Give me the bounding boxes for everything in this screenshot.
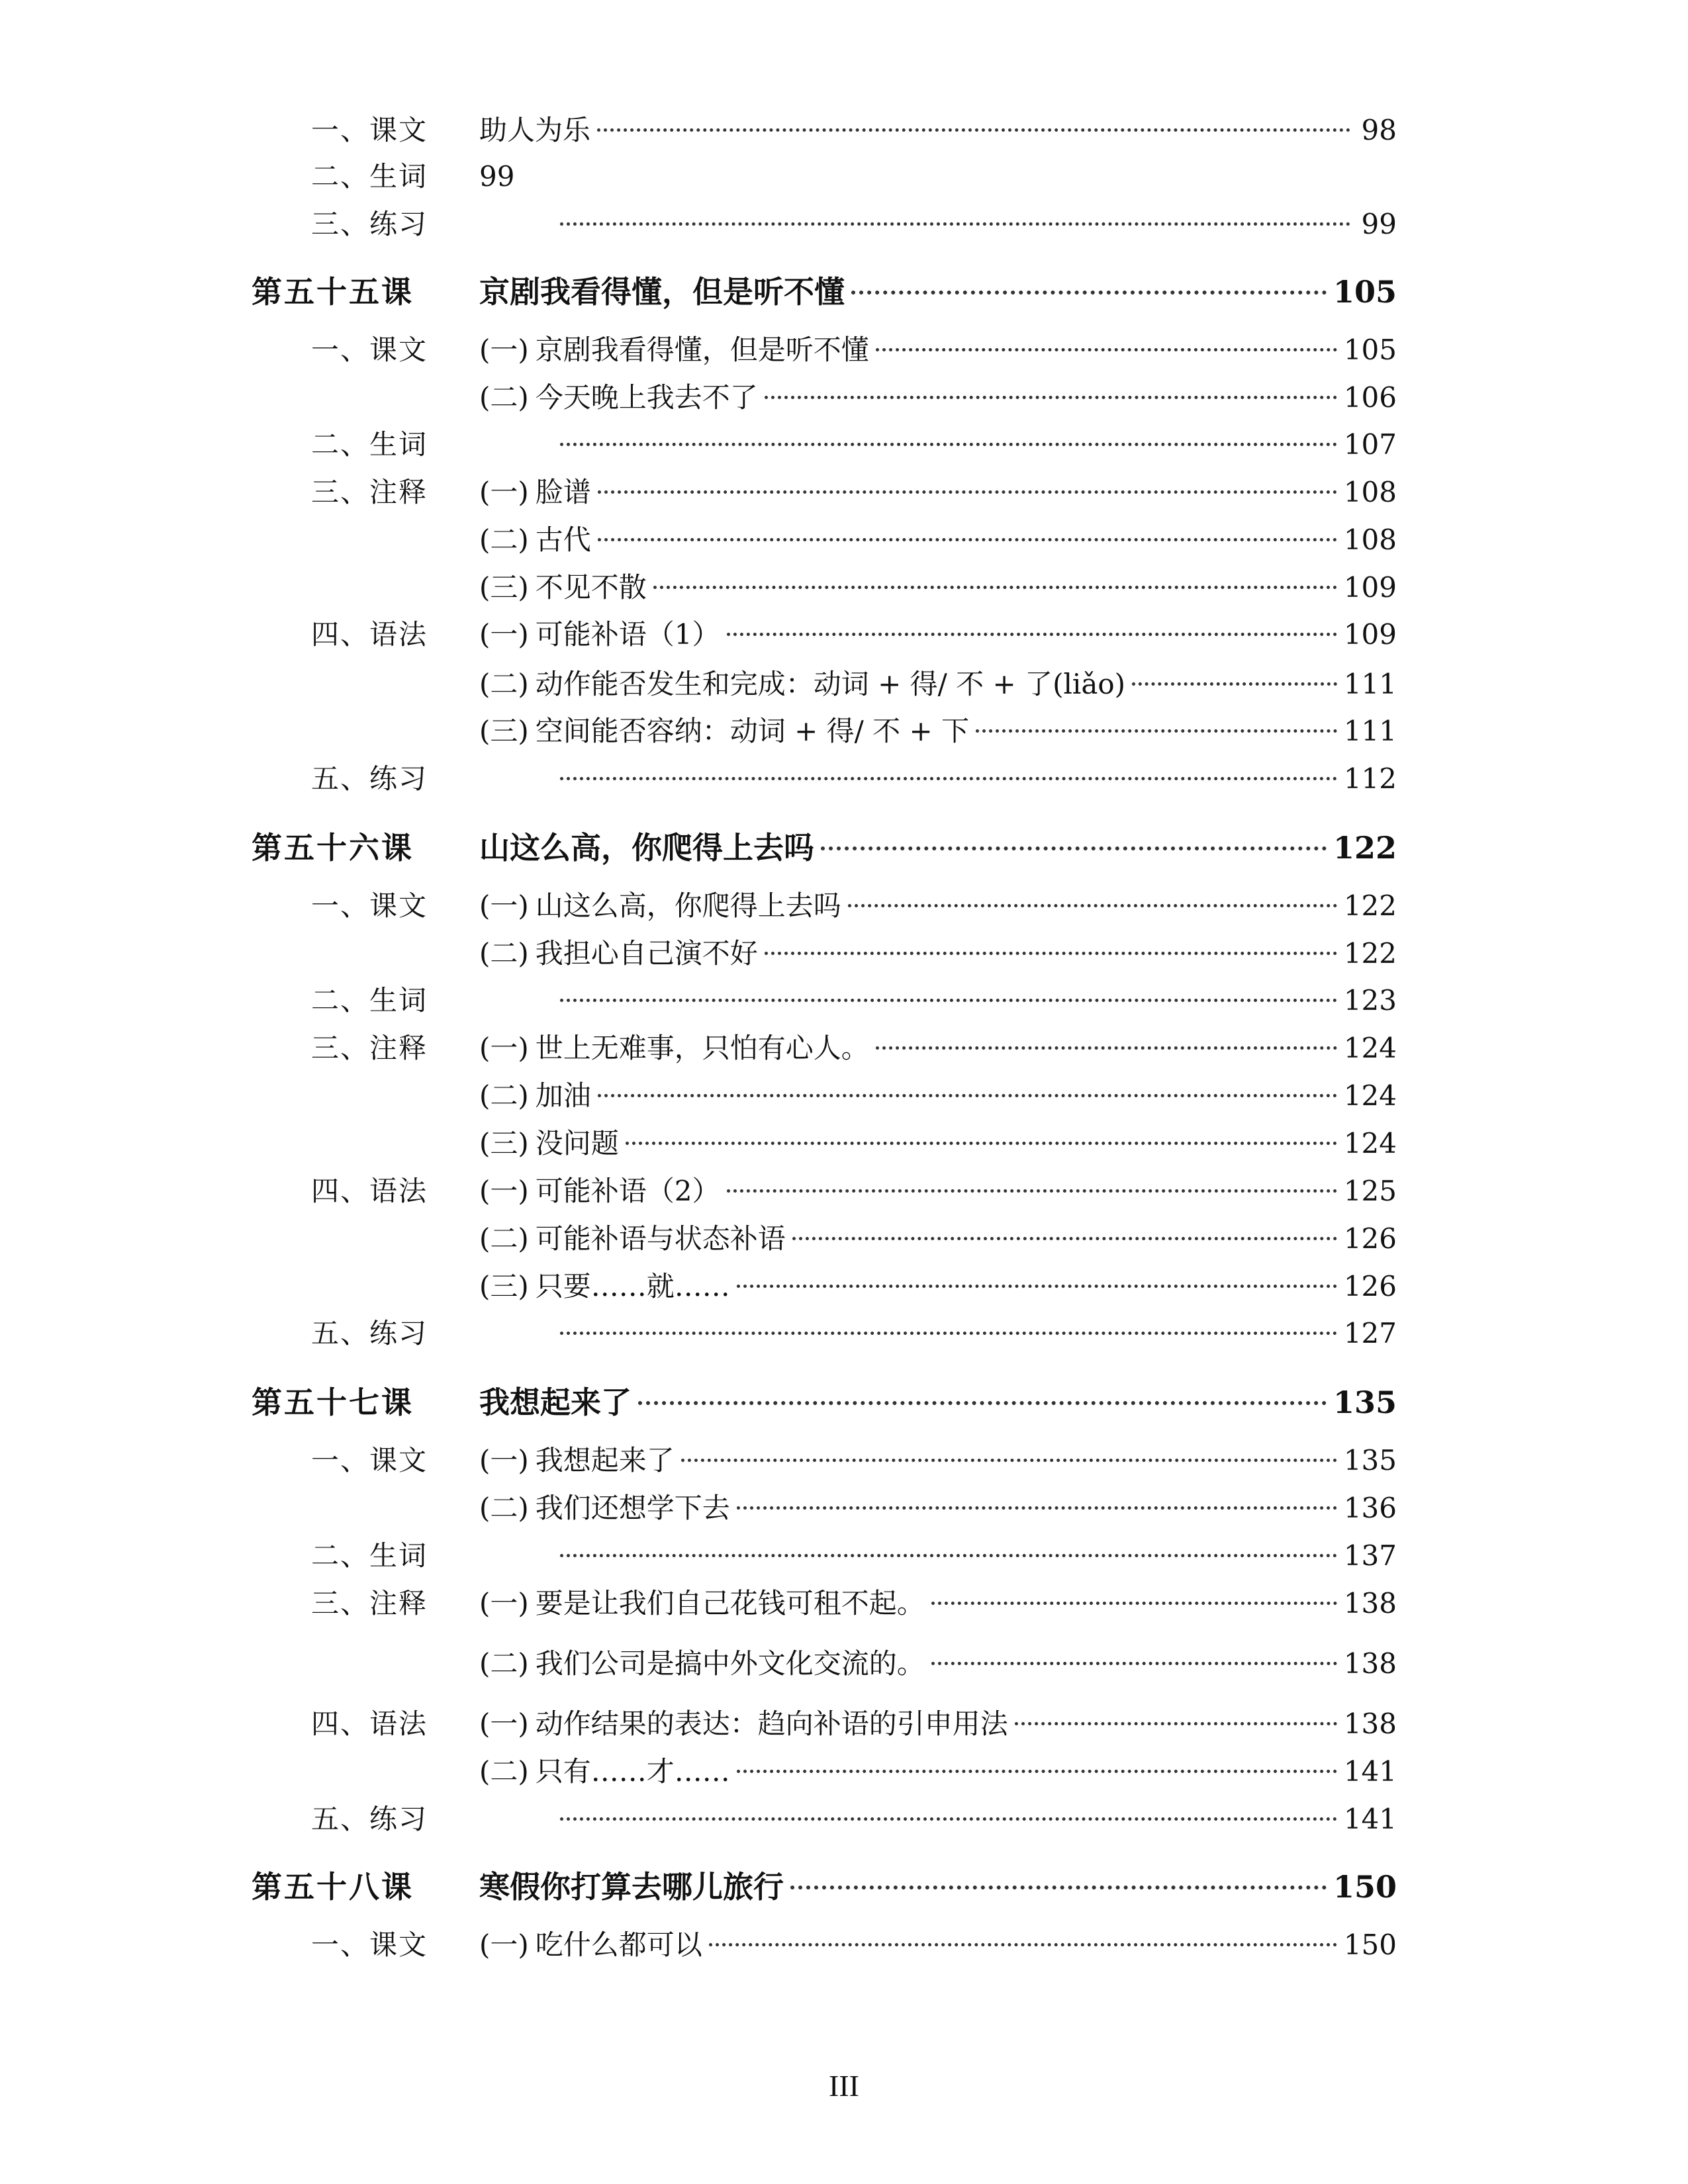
toc-entry-row: [0, 1312, 1688, 1355]
entry-title: 助人为乐: [479, 114, 591, 146]
dot-leader: [737, 1285, 1337, 1288]
page-ref: 136: [1343, 1492, 1397, 1524]
entry-line: [479, 109, 1397, 152]
toc-entry-row: [0, 1582, 1688, 1625]
subsection-marker: (二): [479, 668, 529, 700]
dot-leader: [848, 904, 1337, 907]
lesson-number: 第五十八课: [252, 1869, 414, 1905]
entry-title: 我们还想学下去: [535, 1492, 730, 1524]
entry-title: 脸谱: [535, 476, 591, 508]
toc-entry-row: [0, 1217, 1688, 1261]
entry-line: [479, 1582, 1397, 1625]
page-ref: 141: [1343, 1755, 1397, 1788]
page-ref: 138: [1343, 1647, 1397, 1680]
page-ref: 126: [1343, 1270, 1397, 1302]
lesson-number: 第五十五课: [252, 274, 414, 310]
entry-line: [479, 471, 1397, 514]
entry-line: [479, 709, 1397, 753]
entry-title: 动作能否发生和完成：动词 + 得/ 不 + 了(liǎo): [535, 668, 1126, 700]
subsection-marker: (二): [479, 1222, 529, 1255]
section-label: 二、生词: [310, 160, 428, 193]
toc-entry-row: [0, 1486, 1688, 1530]
subsection-marker: (二): [479, 1079, 529, 1112]
page-ref: 111: [1343, 668, 1397, 700]
section-label: 一、课文: [310, 334, 428, 366]
subsection-marker: (二): [479, 523, 529, 556]
section-label: 五、练习: [310, 1803, 428, 1835]
toc-entry-row: [0, 884, 1688, 928]
dot-leader: [626, 1142, 1337, 1145]
page-ref: 124: [1343, 1079, 1397, 1112]
toc-entry-row: [0, 423, 1688, 467]
subsection-marker: (一): [479, 618, 529, 651]
lesson-title: 京剧我看得懂，但是听不懂: [479, 274, 845, 310]
toc-entry-row: [0, 1642, 1688, 1686]
subsection-marker: (二): [479, 1492, 529, 1524]
toc-entry-row: [0, 932, 1688, 976]
entry-title: 我想起来了: [535, 1444, 675, 1477]
entry-title: 不见不散: [535, 571, 647, 604]
section-label: 五、练习: [310, 762, 428, 795]
entry-line: [479, 1026, 1397, 1070]
page-ref: 127: [1343, 1317, 1397, 1349]
page-ref: 123: [1343, 984, 1397, 1017]
entry-line: [479, 1074, 1397, 1118]
dot-leader: [653, 586, 1337, 589]
page-ref: 108: [1343, 476, 1397, 508]
section-label: 一、课文: [310, 1929, 428, 1961]
toc-entry-row: [0, 979, 1688, 1023]
subsection-marker: (一): [479, 1032, 529, 1064]
toc-entry-row: [0, 1750, 1688, 1794]
toc-entry-row: [0, 1439, 1688, 1482]
lesson-title: 我想起来了: [479, 1385, 632, 1420]
toc-entry-row: [0, 376, 1688, 420]
dot-leader: [638, 1401, 1327, 1405]
page-ref: 109: [1343, 571, 1397, 604]
dot-leader: [560, 443, 1337, 446]
subsection-marker: (三): [479, 1270, 529, 1302]
entry-title: 山这么高，你爬得上去吗: [535, 889, 841, 922]
entry-line: [479, 1865, 1397, 1909]
entry-line: [479, 884, 1397, 928]
dot-leader: [598, 1094, 1337, 1097]
toc-entry-row: [0, 1122, 1688, 1165]
dot-leader: [1132, 682, 1337, 686]
entry-title: 京剧我看得懂，但是听不懂: [535, 334, 869, 366]
dot-leader: [790, 1886, 1327, 1889]
entry-line: [479, 1122, 1397, 1165]
section-label: 二、生词: [310, 428, 428, 461]
section-label: 一、课文: [310, 114, 428, 146]
entry-line: [479, 376, 1397, 420]
entry-title: 我们公司是搞中外文化交流的。: [535, 1647, 925, 1680]
entry-line: [553, 979, 1397, 1023]
dot-leader: [737, 1506, 1337, 1510]
page-ref: 108: [1343, 523, 1397, 556]
toc-entry-row: [0, 1797, 1688, 1841]
toc-entry-row: [0, 1026, 1688, 1070]
entry-line: [479, 566, 1397, 610]
entry-line: [479, 1750, 1397, 1794]
toc-entry-row: [0, 757, 1688, 801]
subsection-marker: (三): [479, 715, 529, 747]
entry-title: 没问题: [535, 1127, 619, 1160]
entry-title: 可能补语（2）: [535, 1175, 720, 1207]
dot-leader: [598, 538, 1337, 541]
page-ref: 98: [1361, 114, 1397, 146]
subsection-marker: (一): [479, 889, 529, 922]
entry-title: 古代: [535, 523, 591, 556]
entry-line: [553, 423, 1397, 467]
entry-title: 加油: [535, 1079, 591, 1112]
section-label: 一、课文: [310, 1444, 428, 1477]
dot-leader: [560, 999, 1337, 1002]
page-ref: 99: [1361, 208, 1397, 240]
lesson-title: 寒假你打算去哪儿旅行: [479, 1869, 784, 1905]
dot-leader: [876, 1046, 1337, 1050]
dot-leader: [560, 1554, 1337, 1557]
toc-entry-row: [0, 709, 1688, 753]
entry-title: 只要……就……: [535, 1270, 730, 1302]
dot-leader: [597, 128, 1350, 132]
page-ref: 111: [1343, 715, 1397, 747]
page-ref: 105: [1333, 274, 1397, 310]
entry-line: [479, 826, 1397, 870]
section-label: 四、语法: [310, 618, 428, 651]
entry-title: 今天晚上我去不了: [535, 381, 758, 414]
page-ref: 106: [1343, 381, 1397, 414]
page-ref: 150: [1343, 1929, 1397, 1961]
page-ref: 109: [1343, 618, 1397, 651]
entry-line: [479, 1265, 1397, 1308]
entry-line: [479, 1439, 1397, 1482]
toc-entry-row: [0, 662, 1688, 706]
subsection-marker: (一): [479, 1707, 529, 1740]
page-number: III: [829, 2069, 859, 2103]
entry-line: [479, 932, 1397, 976]
entry-line: [553, 1534, 1397, 1578]
entry-line: [553, 1312, 1397, 1355]
dot-leader: [765, 396, 1337, 399]
toc-lesson-row: [0, 270, 1688, 314]
toc-entry-row: [0, 1923, 1688, 1967]
page-ref: 126: [1343, 1222, 1397, 1255]
entry-line: [479, 662, 1397, 706]
section-label: 三、注释: [310, 1587, 428, 1619]
page-ref: 122: [1333, 830, 1397, 866]
section-label: 一、课文: [310, 889, 428, 922]
section-label: 三、练习: [310, 208, 428, 240]
entry-line: [479, 1381, 1397, 1424]
dot-leader: [727, 633, 1337, 636]
entry-line: [479, 1642, 1397, 1686]
dot-leader: [931, 1662, 1337, 1665]
entry-title: 要是让我们自己花钱可租不起。: [535, 1587, 925, 1619]
page-ref: 141: [1343, 1803, 1397, 1835]
subsection-marker: (一): [479, 1175, 529, 1207]
entry-line: [479, 155, 1397, 199]
section-label: 二、生词: [310, 984, 428, 1017]
toc-entry-row: [0, 1265, 1688, 1308]
dot-leader: [560, 777, 1337, 780]
dot-leader: [560, 1332, 1337, 1335]
dot-leader: [560, 1817, 1337, 1821]
subsection-marker: (一): [479, 476, 529, 508]
toc-entry-row: [0, 1169, 1688, 1213]
toc-entry-row: [0, 203, 1688, 246]
dot-leader: [681, 1459, 1337, 1462]
entry-line: [479, 1923, 1397, 1967]
entry-line: [479, 1169, 1397, 1213]
section-label: 二、生词: [310, 1539, 428, 1572]
page-ref: 107: [1343, 428, 1397, 461]
page-ref: 105: [1343, 334, 1397, 366]
toc-entry-row: [0, 518, 1688, 562]
lesson-number: 第五十七课: [252, 1385, 414, 1420]
subsection-marker: (二): [479, 381, 529, 414]
dot-leader: [737, 1770, 1337, 1773]
subsection-marker: (一): [479, 1929, 529, 1961]
page-ref: 138: [1343, 1707, 1397, 1740]
toc-entry-row: [0, 328, 1688, 372]
entry-line: [479, 1217, 1397, 1261]
dot-leader: [765, 952, 1337, 955]
dot-leader: [560, 222, 1350, 226]
lesson-number: 第五十六课: [252, 830, 414, 866]
entry-line: [479, 613, 1397, 657]
subsection-marker: (二): [479, 1647, 529, 1680]
section-label: 三、注释: [310, 476, 428, 508]
entry-line: [553, 757, 1397, 801]
entry-line: [479, 1486, 1397, 1530]
section-label: 五、练习: [310, 1317, 428, 1349]
toc-entry-row: [0, 1534, 1688, 1578]
subsection-marker: (一): [479, 1444, 529, 1477]
subsection-marker: (二): [479, 937, 529, 970]
entry-line: [553, 203, 1397, 246]
entry-line: [479, 328, 1397, 372]
entry-title: 可能补语（1）: [535, 618, 720, 651]
entry-title: 空间能否容纳：动词 + 得/ 不 + 下: [535, 715, 970, 747]
dot-leader: [931, 1602, 1337, 1605]
subsection-marker: (三): [479, 1127, 529, 1160]
page-ref: 122: [1343, 937, 1397, 970]
toc-entry-row: [0, 613, 1688, 657]
entry-title: 99: [479, 160, 515, 193]
section-label: 三、注释: [310, 1032, 428, 1064]
page-ref: 135: [1333, 1385, 1397, 1420]
subsection-marker: (一): [479, 334, 529, 366]
toc-lesson-row: [0, 1865, 1688, 1909]
toc-entry-row: [0, 155, 1688, 199]
lesson-title: 山这么高，你爬得上去吗: [479, 830, 814, 866]
page-ref: 135: [1343, 1444, 1397, 1477]
entry-title: 动作结果的表达：趋向补语的引申用法: [535, 1707, 1008, 1740]
page-ref: 138: [1343, 1587, 1397, 1619]
toc-entry-row: [0, 1074, 1688, 1118]
page-ref: 122: [1343, 889, 1397, 922]
entry-line: [479, 1702, 1397, 1746]
entry-title: 只有……才……: [535, 1755, 730, 1788]
page-ref: 124: [1343, 1032, 1397, 1064]
dot-leader: [821, 846, 1327, 850]
toc-lesson-row: [0, 826, 1688, 870]
page-ref: 137: [1343, 1539, 1397, 1572]
entry-line: [479, 270, 1397, 314]
dot-leader: [727, 1189, 1337, 1193]
dot-leader: [709, 1943, 1337, 1946]
section-label: 四、语法: [310, 1175, 428, 1207]
entry-title: 世上无难事，只怕有心人。: [535, 1032, 869, 1064]
toc-entry-row: [0, 109, 1688, 152]
dot-leader: [976, 729, 1337, 733]
toc-lesson-row: [0, 1381, 1688, 1424]
page-ref: 125: [1343, 1175, 1397, 1207]
dot-leader: [1015, 1722, 1337, 1725]
entry-line: [553, 1797, 1397, 1841]
dot-leader: [792, 1237, 1337, 1240]
subsection-marker: (一): [479, 1587, 529, 1619]
toc-entry-row: [0, 1702, 1688, 1746]
toc-entry-row: [0, 471, 1688, 514]
dot-leader: [598, 490, 1337, 494]
section-label: 四、语法: [310, 1707, 428, 1740]
subsection-marker: (二): [479, 1755, 529, 1788]
dot-leader: [851, 291, 1327, 295]
toc-entry-row: [0, 566, 1688, 610]
entry-line: [479, 518, 1397, 562]
dot-leader: [876, 348, 1337, 351]
page-ref: 124: [1343, 1127, 1397, 1160]
subsection-marker: (三): [479, 571, 529, 604]
entry-title: 吃什么都可以: [535, 1929, 702, 1961]
entry-title: 可能补语与状态补语: [535, 1222, 786, 1255]
page-ref: 112: [1343, 762, 1397, 795]
page-ref: 150: [1333, 1869, 1397, 1905]
entry-title: 我担心自己演不好: [535, 937, 758, 970]
